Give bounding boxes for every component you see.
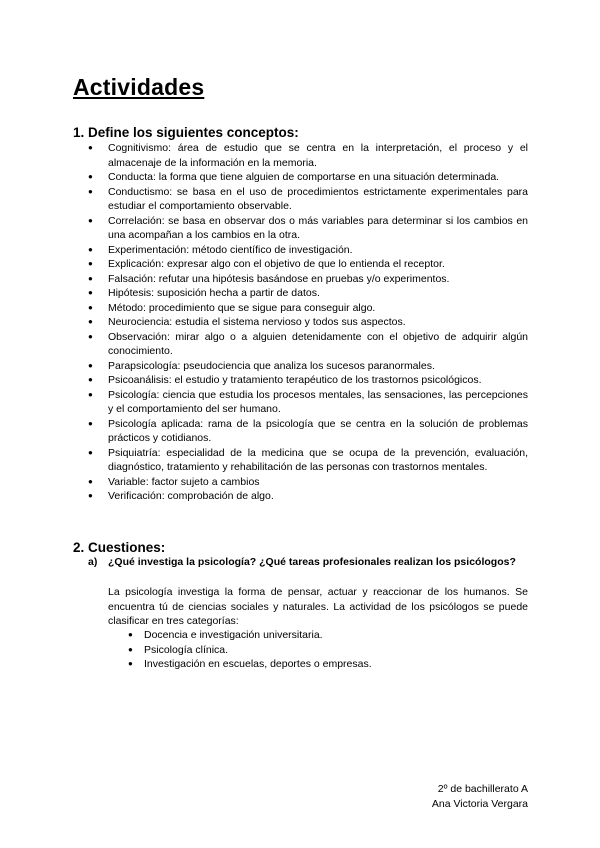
- question-answer: La psicología investiga la forma de pensar, actuar y reaccionar de los humanos. Se encuentra tú de ciencias sociales y naturales. La actividad de los psicólogos se puede clasificar en tres categorías:: [108, 586, 528, 627]
- list-item: ● Neurociencia: estudia el sistema nervioso y todos sus aspectos.: [88, 315, 528, 330]
- question-a: [88, 555, 528, 570]
- list-item: ● Docencia e investigación universitaria.: [128, 628, 528, 643]
- list-item: ● Hipótesis: suposición hecha a partir de datos.: [88, 286, 528, 301]
- question-label: a): [88, 556, 98, 568]
- list-item: ● Variable: factor sujeto a cambios: [88, 475, 528, 490]
- list-item: ● Explicación: expresar algo con el objetivo de que lo entienda el receptor.: [88, 257, 528, 272]
- list-item: ● Psicología aplicada: rama de la psicología que se centra en la solución de problemas prácticos y cotidianos.: [88, 417, 528, 446]
- question-text: ¿Qué investiga la psicología? ¿Qué tareas profesionales realizan los psicólogos?: [108, 556, 516, 568]
- list-item: ● Correlación: se basa en observar dos o más variables para determinar si los cambios en una acompañan a los cambios en la otra.: [88, 214, 528, 243]
- list-item: ● Experimentación: método científico de investigación.: [88, 243, 528, 258]
- list-item: ● Psicoanálisis: el estudio y tratamiento terapéutico de los trastornos psicológicos.: [88, 373, 528, 388]
- list-item: ● Falsación: refutar una hipótesis basándose en pruebas y/o experimentos.: [88, 272, 528, 287]
- list-item: ● Método: procedimiento que se sigue para conseguir algo.: [88, 301, 528, 316]
- footer-author: Ana Victoria Vergara: [431, 798, 528, 810]
- list-item: ● Conducta: la forma que tiene alguien de comportarse en una situación determinada.: [88, 170, 528, 185]
- list-item: ● Parapsicología: pseudociencia que analiza los sucesos paranormales.: [88, 359, 528, 374]
- list-item: ● Investigación en escuelas, deportes o empresas.: [128, 657, 528, 672]
- categories-list: [128, 628, 528, 672]
- list-item: ● Conductismo: se basa en el uso de procedimientos estrictamente experimentales para estudiar el comportamiento observable.: [88, 185, 528, 214]
- footer-course: 2º de bachillerato A: [437, 783, 528, 795]
- page-title: Actividades: [73, 74, 205, 100]
- list-item: ● Cognitivismo: área de estudio que se centra en la interpretación, el proceso y el almacenaje de la información en la memoria.: [88, 141, 528, 170]
- concepts-list: [88, 141, 528, 504]
- list-item: ● Psicología: ciencia que estudia los procesos mentales, las sensaciones, las percepciones y el comportamiento del ser humano.: [88, 388, 528, 417]
- footer: [432, 782, 528, 812]
- section-2-heading: 2. Cuestiones:: [73, 540, 166, 555]
- list-item: ● Observación: mirar algo o a alguien detenidamente con el objetivo de adquirir algún conocimiento.: [88, 330, 528, 359]
- list-item: ● Psicología clínica.: [128, 643, 528, 658]
- section-1-heading: 1. Define los siguientes conceptos:: [73, 125, 299, 140]
- list-item: ● Verificación: comprobación de algo.: [88, 489, 528, 504]
- list-item: ● Psiquiatría: especialidad de la medicina que se ocupa de la prevención, evaluación, diagnóstico, tratamiento y rehabilitación de las personas con trastornos mentales.: [88, 446, 528, 475]
